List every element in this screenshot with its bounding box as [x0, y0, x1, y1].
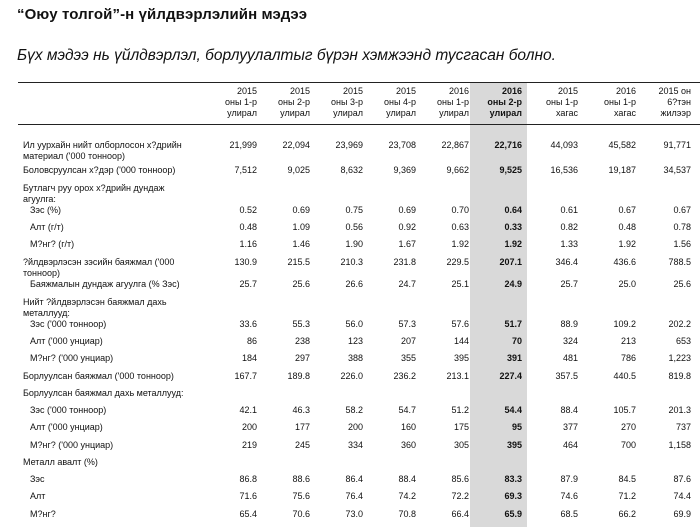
row-label: Баяжмалын дундаж агуулга (% Зэс) — [30, 279, 180, 289]
table-cell: 0.33 — [504, 222, 522, 232]
column-header-line: 2015 — [289, 86, 310, 96]
column-header-line: 2016 — [448, 86, 469, 96]
column-header-line: хагас — [614, 108, 636, 118]
column-header-line: 2015 он — [658, 86, 691, 96]
table-cell: 84.5 — [618, 474, 636, 484]
table-cell: 109.2 — [613, 319, 636, 329]
table-cell: 95 — [511, 422, 522, 432]
table-cell: 0.69 — [398, 205, 416, 215]
table-cell: 85.6 — [451, 474, 469, 484]
row-label: Боловсруулсан х?дэр ('000 тонноор) — [23, 165, 176, 175]
row-label: Бутлагч руу орох х?дрийн дундаж агуулга: — [23, 183, 165, 204]
table-cell: 395 — [506, 440, 522, 450]
row-label: М?нг? — [30, 509, 56, 519]
table-cell: 91,771 — [663, 140, 691, 150]
row-label: Борлуулсан баяжмал дахь металлууд: — [23, 388, 184, 398]
table-cell: 8,632 — [340, 165, 363, 175]
table-cell: 1.33 — [560, 239, 578, 249]
table-cell: 0.63 — [451, 222, 469, 232]
table-cell: 19,187 — [608, 165, 636, 175]
row-label: Зэс — [30, 474, 45, 484]
table-cell: 88.4 — [560, 405, 578, 415]
table-cell: 66.4 — [451, 509, 469, 519]
table-cell: 86.8 — [239, 474, 257, 484]
table-cell: 9,662 — [446, 165, 469, 175]
table-cell: 0.82 — [560, 222, 578, 232]
table-cell: 200 — [347, 422, 363, 432]
table-cell: 74.4 — [673, 491, 691, 501]
table-cell: 74.6 — [560, 491, 578, 501]
table-cell: 70.8 — [398, 509, 416, 519]
table-cell: 0.48 — [239, 222, 257, 232]
table-cell: 167.7 — [234, 371, 257, 381]
column-header-line: улирал — [386, 108, 416, 118]
table-cell: 226.0 — [340, 371, 363, 381]
table-cell: 56.0 — [345, 319, 363, 329]
column-header-line: 2016 — [615, 86, 636, 96]
table-cell: 229.5 — [446, 257, 469, 267]
table-cell: 69.9 — [673, 509, 691, 519]
column-header-line: оны 3-р — [331, 97, 363, 107]
table-cell: 270 — [620, 422, 636, 432]
table-cell: 34,537 — [663, 165, 691, 175]
column-header-line: оны 1-р — [437, 97, 469, 107]
table-cell: 25.1 — [451, 279, 469, 289]
table-cell: 245 — [294, 440, 310, 450]
row-label: Алт — [30, 491, 46, 501]
table-cell: 297 — [294, 353, 310, 363]
row-label: Зэс ('000 тонноор) — [30, 405, 107, 415]
table-cell: 25.7 — [239, 279, 257, 289]
report-subtitle: Бүх мэдээ нь үйлдвэрлэл, борлуулалтыг бүрэн хэмжээнд тусгасан болно. — [17, 47, 556, 64]
table-cell: 464 — [562, 440, 578, 450]
table-cell: 1.16 — [239, 239, 257, 249]
row-label: Алт ('000 унциар) — [30, 422, 103, 432]
table-cell: 76.4 — [345, 491, 363, 501]
table-cell: 0.70 — [451, 205, 469, 215]
table-cell: 21,999 — [229, 140, 257, 150]
table-cell: 45,582 — [608, 140, 636, 150]
table-cell: 51.2 — [451, 405, 469, 415]
column-header — [311, 86, 363, 119]
header-bottom-rule — [18, 124, 700, 125]
table-cell: 42.1 — [239, 405, 257, 415]
table-cell: 0.56 — [345, 222, 363, 232]
table-cell: 207 — [400, 336, 416, 346]
table-cell: 88.9 — [560, 319, 578, 329]
table-cell: 210.3 — [340, 257, 363, 267]
table-cell: 213 — [620, 336, 636, 346]
table-cell: 71.2 — [618, 491, 636, 501]
table-cell: 0.52 — [239, 205, 257, 215]
table-cell: 238 — [294, 336, 310, 346]
table-cell: 395 — [453, 353, 469, 363]
table-cell: 7,512 — [234, 165, 257, 175]
table-cell: 57.6 — [451, 319, 469, 329]
table-cell: 65.4 — [239, 509, 257, 519]
column-header — [258, 86, 310, 119]
table-cell: 26.6 — [345, 279, 363, 289]
table-cell: 391 — [506, 353, 522, 363]
column-header-line: оны 1-р — [225, 97, 257, 107]
row-label: М?нг? (г/т) — [30, 239, 75, 249]
row-label: Борлуулсан баяжмал ('000 тонноор) — [23, 371, 174, 381]
table-cell: 68.5 — [560, 509, 578, 519]
table-cell: 25.0 — [618, 279, 636, 289]
table-cell: 0.67 — [618, 205, 636, 215]
column-header — [584, 86, 636, 119]
table-cell: 9,525 — [499, 165, 522, 175]
table-cell: 74.2 — [398, 491, 416, 501]
report-title: “Оюу толгой”-н үйлдвэрлэлийн мэдээ — [17, 6, 308, 23]
table-cell: 57.3 — [398, 319, 416, 329]
table-cell: 207.1 — [499, 257, 522, 267]
row-label: Нийт ?йлдвэрлэсэн баяжмал дахь металлууд: — [23, 297, 167, 318]
table-cell: 1.09 — [292, 222, 310, 232]
column-header — [639, 86, 691, 119]
column-header-line: 6?тэн — [667, 97, 691, 107]
table-top-rule — [18, 82, 700, 83]
column-header-line: оны 2-р — [278, 97, 310, 107]
table-cell: 25.6 — [673, 279, 691, 289]
table-cell: 160 — [400, 422, 416, 432]
table-cell: 24.7 — [398, 279, 416, 289]
table-cell: 46.3 — [292, 405, 310, 415]
table-cell: 73.0 — [345, 509, 363, 519]
table-cell: 0.64 — [504, 205, 522, 215]
table-cell: 346.4 — [555, 257, 578, 267]
table-cell: 54.7 — [398, 405, 416, 415]
table-cell: 25.6 — [292, 279, 310, 289]
column-header — [526, 86, 578, 119]
column-header-line: 2016 — [501, 86, 522, 96]
column-header-line: 2015 — [557, 86, 578, 96]
table-cell: 737 — [675, 422, 691, 432]
table-cell: 215.5 — [287, 257, 310, 267]
table-cell: 1.90 — [345, 239, 363, 249]
column-header — [417, 86, 469, 119]
table-cell: 33.6 — [239, 319, 257, 329]
table-cell: 440.5 — [613, 371, 636, 381]
table-cell: 23,708 — [388, 140, 416, 150]
table-cell: 44,093 — [550, 140, 578, 150]
table-cell: 177 — [294, 422, 310, 432]
table-cell: 70.6 — [292, 509, 310, 519]
table-cell: 88.6 — [292, 474, 310, 484]
row-label: М?нг? ('000 унциар) — [30, 353, 114, 363]
table-cell: 202.2 — [668, 319, 691, 329]
table-cell: 1.92 — [451, 239, 469, 249]
column-header-line: оны 4-р — [384, 97, 416, 107]
row-label: ?йлдвэрлэсэн зэсийн баяжмал ('000 тонноор) — [23, 257, 175, 278]
table-cell: 184 — [241, 353, 257, 363]
table-cell: 51.7 — [504, 319, 522, 329]
table-cell: 0.48 — [618, 222, 636, 232]
column-header-line: улирал — [280, 108, 310, 118]
table-cell: 305 — [453, 440, 469, 450]
table-cell: 227.4 — [499, 371, 522, 381]
table-cell: 58.2 — [345, 405, 363, 415]
table-cell: 16,536 — [550, 165, 578, 175]
table-cell: 65.9 — [504, 509, 522, 519]
table-cell: 786 — [620, 353, 636, 363]
table-cell: 377 — [562, 422, 578, 432]
table-cell: 130.9 — [234, 257, 257, 267]
table-cell: 357.5 — [555, 371, 578, 381]
table-cell: 1.56 — [673, 239, 691, 249]
table-cell: 55.3 — [292, 319, 310, 329]
column-header-line: 2015 — [342, 86, 363, 96]
table-cell: 25.7 — [560, 279, 578, 289]
table-cell: 355 — [400, 353, 416, 363]
table-cell: 22,094 — [282, 140, 310, 150]
table-cell: 213.1 — [446, 371, 469, 381]
column-header-line: хагас — [556, 108, 578, 118]
table-cell: 144 — [453, 336, 469, 346]
row-label: Ил уурхайн нийт олборлосон х?дрийн материал ('000 тонноор) — [23, 140, 182, 161]
table-cell: 86.4 — [345, 474, 363, 484]
table-cell: 1.92 — [618, 239, 636, 249]
table-cell: 324 — [562, 336, 578, 346]
table-cell: 653 — [675, 336, 691, 346]
row-label: Зэс ('000 тонноор) — [30, 319, 107, 329]
table-cell: 0.78 — [673, 222, 691, 232]
table-cell: 0.75 — [345, 205, 363, 215]
table-cell: 236.2 — [393, 371, 416, 381]
table-cell: 22,867 — [441, 140, 469, 150]
column-header-line: жилээр — [660, 108, 691, 118]
table-cell: 87.9 — [560, 474, 578, 484]
table-cell: 69.3 — [504, 491, 522, 501]
table-cell: 1.67 — [398, 239, 416, 249]
table-cell: 87.6 — [673, 474, 691, 484]
column-header — [205, 86, 257, 119]
table-cell: 24.9 — [504, 279, 522, 289]
row-label: М?нг? ('000 унциар) — [30, 440, 114, 450]
table-cell: 231.8 — [393, 257, 416, 267]
table-cell: 54.4 — [504, 405, 522, 415]
table-cell: 700 — [620, 440, 636, 450]
table-cell: 70 — [511, 336, 522, 346]
table-cell: 0.92 — [398, 222, 416, 232]
table-cell: 66.2 — [618, 509, 636, 519]
column-header — [470, 86, 522, 119]
row-label: Зэс (%) — [30, 205, 62, 215]
table-cell: 1.46 — [292, 239, 310, 249]
column-header-line: улирал — [227, 108, 257, 118]
table-cell: 360 — [400, 440, 416, 450]
row-label: Металл авалт (%) — [23, 457, 98, 467]
table-cell: 788.5 — [668, 257, 691, 267]
table-cell: 9,369 — [393, 165, 416, 175]
column-header-line: оны 2-р — [487, 97, 522, 107]
table-cell: 334 — [347, 440, 363, 450]
table-cell: 175 — [453, 422, 469, 432]
table-cell: 388 — [347, 353, 363, 363]
table-cell: 9,025 — [287, 165, 310, 175]
column-header-line: улирал — [333, 108, 363, 118]
table-cell: 71.6 — [239, 491, 257, 501]
column-header-line: 2015 — [395, 86, 416, 96]
column-header-line: улирал — [439, 108, 469, 118]
table-cell: 123 — [347, 336, 363, 346]
table-cell: 0.61 — [560, 205, 578, 215]
table-cell: 86 — [246, 336, 257, 346]
table-cell: 1.92 — [504, 239, 522, 249]
table-cell: 200 — [241, 422, 257, 432]
table-cell: 219 — [241, 440, 257, 450]
table-cell: 189.8 — [287, 371, 310, 381]
column-header-line: улирал — [489, 108, 522, 118]
table-cell: 481 — [562, 353, 578, 363]
column-header — [364, 86, 416, 119]
table-cell: 1,223 — [668, 353, 691, 363]
table-cell: 0.69 — [292, 205, 310, 215]
column-header-line: оны 1-р — [604, 97, 636, 107]
table-cell: 88.4 — [398, 474, 416, 484]
table-cell: 1,158 — [668, 440, 691, 450]
table-cell: 0.67 — [673, 205, 691, 215]
row-label: Алт (г/т) — [30, 222, 64, 232]
column-header-line: оны 1-р — [546, 97, 578, 107]
table-cell: 436.6 — [613, 257, 636, 267]
table-cell: 83.3 — [504, 474, 522, 484]
table-cell: 201.3 — [668, 405, 691, 415]
table-cell: 105.7 — [613, 405, 636, 415]
table-cell: 819.8 — [668, 371, 691, 381]
table-cell: 22,716 — [494, 140, 522, 150]
table-cell: 75.6 — [292, 491, 310, 501]
row-label: Алт ('000 унциар) — [30, 336, 103, 346]
table-cell: 72.2 — [451, 491, 469, 501]
column-header-line: 2015 — [236, 86, 257, 96]
table-cell: 23,969 — [335, 140, 363, 150]
